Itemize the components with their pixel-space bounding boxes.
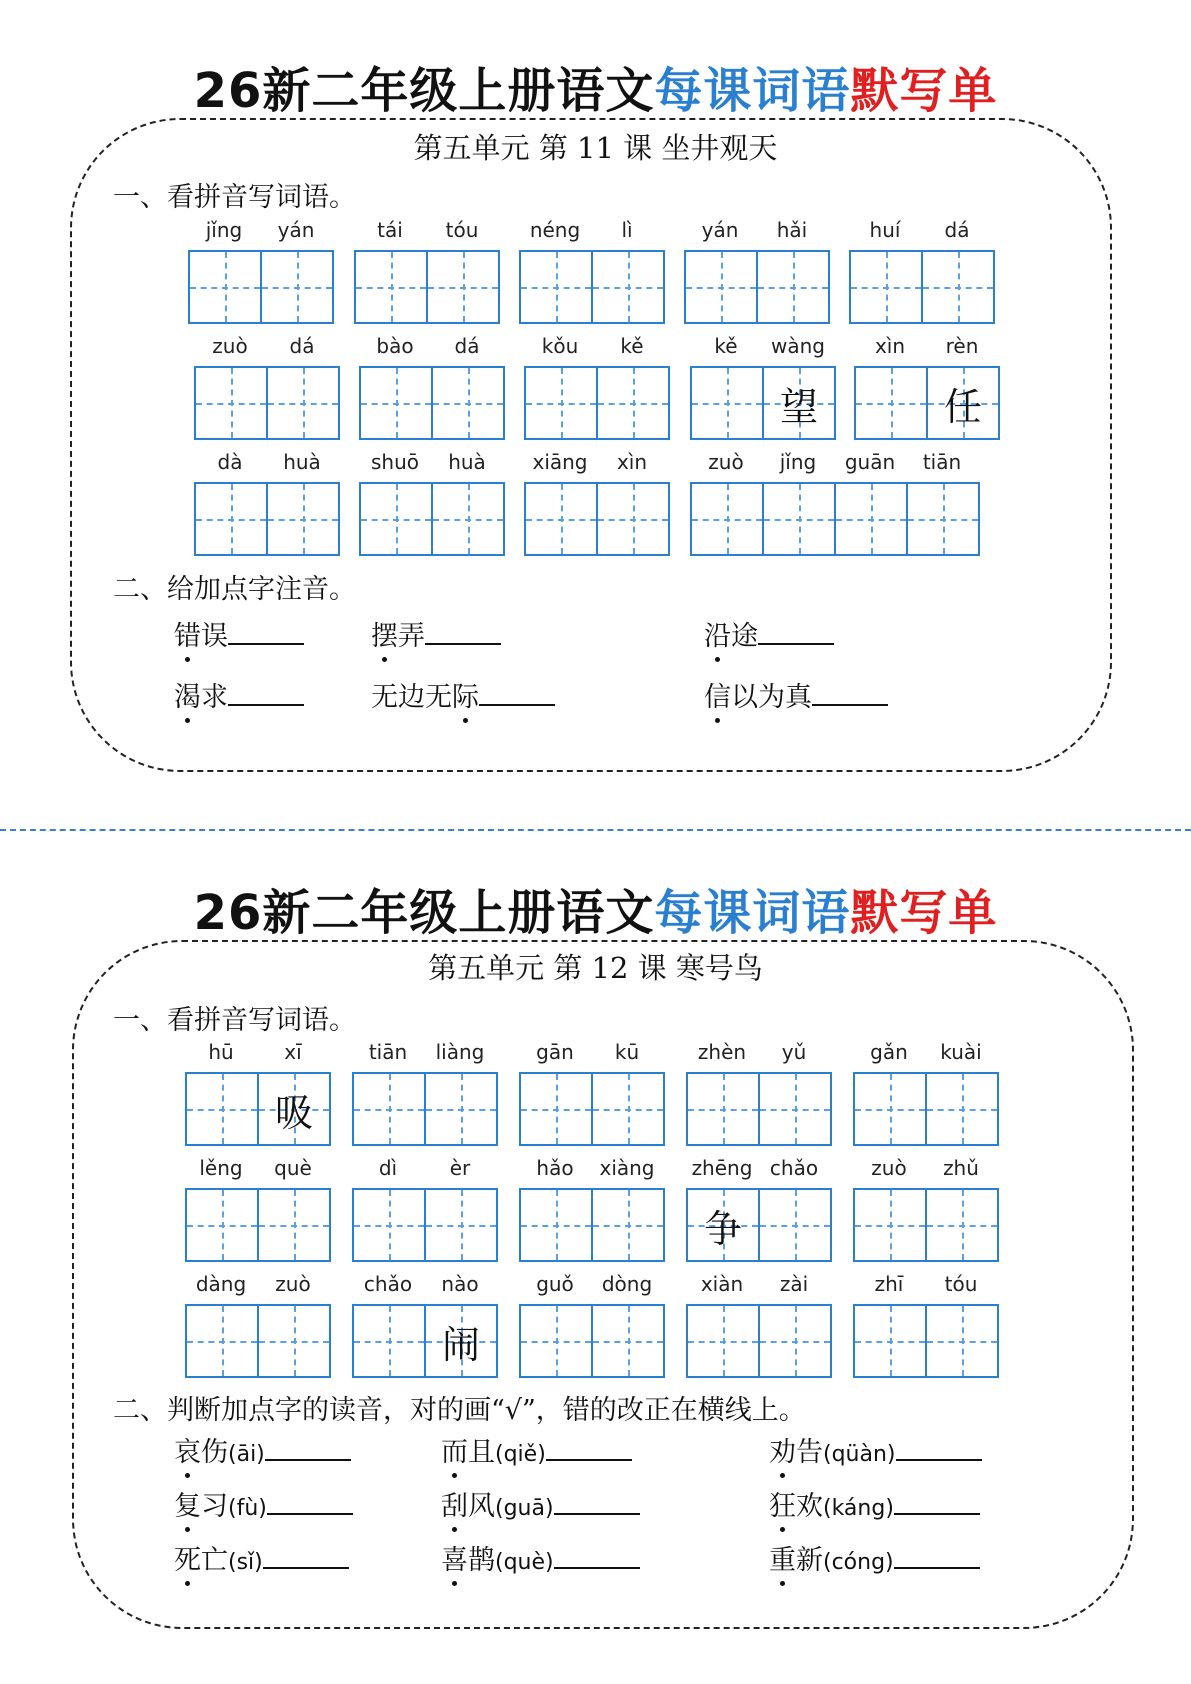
dotted-char: 重: [769, 1538, 796, 1577]
pinyin-reading: (què): [495, 1550, 554, 1575]
tianzige-boxes: [519, 1072, 665, 1146]
write-cell[interactable]: [196, 484, 266, 554]
write-cell[interactable]: [596, 368, 668, 438]
answer-blank[interactable]: [228, 643, 304, 645]
word-box-group: [849, 218, 995, 324]
worksheet-lesson-11: [0, 0, 1191, 830]
pinyin-syllable: kǒu: [541, 334, 579, 358]
pinyin-row: [686, 1040, 832, 1064]
write-cell[interactable]: [591, 1190, 663, 1260]
tianzige-boxes: [854, 366, 1000, 440]
annotate-item: 无边无际: [371, 675, 555, 714]
tianzige-boxes: [352, 1304, 498, 1378]
pinyin-syllable: xìn: [874, 334, 906, 358]
dashed-frame: [70, 118, 1112, 772]
given-character: 吸: [274, 1090, 313, 1135]
pinyin-row: [519, 1040, 665, 1064]
title-red: 默写单: [850, 63, 998, 119]
write-cell[interactable]: [521, 1306, 591, 1376]
tianzige-boxes: [359, 482, 505, 556]
given-character: 争: [703, 1206, 742, 1251]
pinyin-syllable: dà: [217, 450, 243, 474]
pinyin-syllable: rèn: [945, 334, 979, 358]
pinyin-row: [194, 334, 340, 358]
pinyin-row: [519, 1272, 665, 1296]
pinyin-syllable: shuō: [370, 450, 419, 474]
tianzige-boxes: [524, 482, 670, 556]
annotate-item: 摆弄: [371, 614, 501, 653]
write-cell[interactable]: [921, 252, 993, 322]
pinyin-syllable: huí: [869, 218, 901, 242]
pinyin-syllable: huà: [448, 450, 486, 474]
pinyin-row: [690, 450, 980, 474]
tianzige-boxes: [686, 1072, 832, 1146]
answer-blank[interactable]: [425, 643, 501, 645]
pinyin-row: [194, 450, 340, 474]
tianzige-boxes: [352, 1072, 498, 1146]
pinyin-row: [352, 1156, 498, 1180]
write-cell[interactable]: [851, 252, 921, 322]
pinyin-syllable: huà: [283, 450, 321, 474]
dotted-char: 复: [174, 1484, 201, 1523]
tianzige-boxes: [849, 250, 995, 324]
pinyin-syllable: tóu: [445, 218, 479, 242]
write-cell[interactable]: [196, 368, 266, 438]
pinyin-syllable: zài: [779, 1272, 809, 1296]
write-cell[interactable]: [758, 1074, 830, 1144]
pinyin-row: [359, 450, 505, 474]
annotate-item: 错误: [174, 614, 304, 653]
pinyin-syllable: yǔ: [781, 1040, 807, 1064]
pinyin-row: [188, 218, 334, 242]
pinyin-syllable: liàng: [435, 1040, 485, 1064]
pinyin-reading: (qiě): [495, 1442, 546, 1467]
tianzige-boxes: [853, 1304, 999, 1378]
write-cell[interactable]: [356, 252, 426, 322]
pinyin-syllable: dàng: [195, 1272, 247, 1296]
word-box-group: [853, 1040, 999, 1146]
word-box-group: [524, 450, 670, 556]
pinyin-row: [686, 1156, 832, 1180]
pinyin-syllable: kū: [614, 1040, 640, 1064]
write-cell[interactable]: [856, 368, 926, 438]
answer-blank[interactable]: [267, 1513, 353, 1515]
word-box-group: [185, 1156, 331, 1262]
judge-item: 狂欢(káng): [769, 1484, 980, 1523]
write-cell[interactable]: [686, 252, 756, 322]
pinyin-row: [524, 334, 670, 358]
given-character: 望: [779, 384, 818, 429]
write-cell[interactable]: [361, 484, 431, 554]
pinyin-syllable: kuài: [940, 1040, 982, 1064]
answer-blank[interactable]: [479, 704, 555, 706]
pinyin-syllable: què: [274, 1156, 312, 1180]
pinyin-syllable: yán: [701, 218, 739, 242]
dotted-char: 沿: [704, 614, 731, 653]
write-cell[interactable]: [855, 1074, 925, 1144]
word-box-group: [352, 1040, 498, 1146]
word-box-group: [188, 218, 334, 324]
write-cell[interactable]: [354, 1306, 424, 1376]
pinyin-syllable: lì: [621, 218, 633, 242]
dotted-char: 际: [452, 675, 479, 714]
pinyin-syllable: dá: [944, 218, 970, 242]
write-cell[interactable]: [187, 1306, 257, 1376]
write-cell[interactable]: [692, 368, 762, 438]
write-cell[interactable]: [834, 484, 906, 554]
pinyin-row: [354, 218, 500, 242]
pinyin-syllable: xiàn: [700, 1272, 744, 1296]
tianzige-boxes: [690, 366, 836, 440]
section-1-heading: 一、看拼音写词语。: [113, 182, 356, 213]
answer-blank[interactable]: [265, 1459, 351, 1461]
word-box-group: [352, 1272, 498, 1378]
write-cell[interactable]: [688, 1074, 758, 1144]
pinyin-syllable: xiāng: [532, 450, 588, 474]
pinyin-reading: (káng): [823, 1496, 894, 1521]
word-box-group: [690, 334, 836, 440]
write-cell[interactable]: [190, 252, 260, 322]
write-cell[interactable]: [591, 1306, 663, 1376]
pinyin-syllable: tái: [377, 218, 403, 242]
word-box-group: [519, 1156, 665, 1262]
answer-blank[interactable]: [894, 1513, 980, 1515]
pinyin-row: [185, 1156, 331, 1180]
pinyin-row: [352, 1040, 498, 1064]
answer-blank[interactable]: [554, 1513, 640, 1515]
judge-item: 死亡(sǐ): [174, 1538, 349, 1577]
pinyin-row: [352, 1272, 498, 1296]
pinyin-syllable: wàng: [771, 334, 825, 358]
write-cell[interactable]: [521, 252, 591, 322]
pinyin-syllable: zhèn: [697, 1040, 747, 1064]
answer-blank[interactable]: [758, 643, 834, 645]
pinyin-syllable: hǎi: [776, 218, 808, 242]
write-cell[interactable]: [756, 252, 828, 322]
section-2-heading: 二、给加点字注音。: [113, 574, 356, 605]
pinyin-syllable: xiàng: [599, 1156, 655, 1180]
pinyin-syllable: bào: [376, 334, 414, 358]
tianzige-boxes: [352, 1188, 498, 1262]
title-black: 26新二年级上册语文: [193, 63, 655, 119]
annotate-item: 信以为真: [704, 675, 888, 714]
tianzige-boxes: [519, 250, 665, 324]
write-cell[interactable]: [187, 1074, 257, 1144]
page-title: [0, 874, 1191, 943]
pinyin-row: [853, 1040, 999, 1064]
annotate-item: 渴求: [174, 675, 304, 714]
pinyin-reading: (āi): [228, 1442, 265, 1467]
word-box-group: [352, 1156, 498, 1262]
pinyin-syllable: chǎo: [769, 1156, 819, 1180]
section-1-heading: 一、看拼音写词语。: [113, 1005, 356, 1036]
write-cell[interactable]: [758, 1306, 830, 1376]
write-cell[interactable]: [526, 484, 596, 554]
word-box-group: [185, 1040, 331, 1146]
answer-blank[interactable]: [228, 704, 304, 706]
dotted-char: 狂: [769, 1484, 796, 1523]
word-box-group: [194, 450, 340, 556]
dotted-char: 渴: [174, 675, 201, 714]
pinyin-syllable: èr: [449, 1156, 471, 1180]
dotted-char: 而: [441, 1430, 468, 1469]
pinyin-syllable: tiān: [368, 1040, 408, 1064]
tianzige-boxes: [185, 1304, 331, 1378]
dotted-char: 劝: [769, 1430, 796, 1469]
pinyin-syllable: zuò: [871, 1156, 907, 1180]
tianzige-boxes: [359, 366, 505, 440]
pinyin-syllable: guǒ: [536, 1272, 574, 1296]
write-cell[interactable]: [925, 1190, 997, 1260]
word-box-group: [684, 218, 830, 324]
tianzige-boxes: [185, 1072, 331, 1146]
pinyin-syllable: gǎn: [870, 1040, 908, 1064]
judge-item: 复习(fù): [174, 1484, 353, 1523]
pinyin-syllable: yán: [277, 218, 315, 242]
word-box-group: [519, 1272, 665, 1378]
tianzige-boxes: [194, 366, 340, 440]
given-character: 任: [943, 384, 982, 429]
write-cell[interactable]: [925, 1074, 997, 1144]
write-cell[interactable]: [266, 484, 338, 554]
write-cell[interactable]: [354, 1190, 424, 1260]
word-box-group: [359, 334, 505, 440]
pinyin-row: [854, 334, 1000, 358]
pinyin-syllable: jǐng: [205, 218, 243, 242]
tianzige-boxes: [354, 250, 500, 324]
pinyin-syllable: tiān: [922, 450, 962, 474]
judge-item: 而且(qiě): [441, 1430, 632, 1469]
write-cell[interactable]: [762, 484, 834, 554]
pinyin-syllable: guān: [844, 450, 896, 474]
write-cell[interactable]: [596, 484, 668, 554]
write-cell[interactable]: [354, 1074, 424, 1144]
judge-item: 刮风(guā): [441, 1484, 640, 1523]
word-box-group: [524, 334, 670, 440]
pinyin-syllable: zhǔ: [943, 1156, 979, 1180]
write-cell[interactable]: [426, 252, 498, 322]
pinyin-row: [690, 334, 836, 358]
word-box-group: [853, 1272, 999, 1378]
pinyin-row: [519, 218, 665, 242]
pinyin-syllable: hū: [208, 1040, 234, 1064]
write-cell[interactable]: [925, 1306, 997, 1376]
tianzige-boxes: [690, 482, 980, 556]
word-box-group: [853, 1156, 999, 1262]
write-cell[interactable]: [424, 1190, 496, 1260]
word-box-group: [686, 1272, 832, 1378]
answer-blank[interactable]: [896, 1459, 982, 1461]
pinyin-syllable: nào: [441, 1272, 479, 1296]
title-black: 26新二年级上册语文: [193, 885, 655, 941]
write-cell[interactable]: [526, 368, 596, 438]
pinyin-reading: (qüàn): [823, 1442, 896, 1467]
pinyin-syllable: dá: [289, 334, 315, 358]
worksheet-lesson-12: [0, 830, 1191, 1684]
pinyin-row: [686, 1272, 832, 1296]
word-box-group: [354, 218, 500, 324]
dotted-char: 摆: [371, 614, 398, 653]
pinyin-row: [853, 1272, 999, 1296]
answer-blank[interactable]: [263, 1567, 349, 1569]
answer-blank[interactable]: [894, 1567, 980, 1569]
write-cell[interactable]: [521, 1074, 591, 1144]
pinyin-reading: (guā): [495, 1496, 554, 1521]
write-cell[interactable]: [591, 252, 663, 322]
pinyin-syllable: dòng: [601, 1272, 653, 1296]
write-cell[interactable]: [688, 1190, 758, 1260]
annotate-item: 沿途: [704, 614, 834, 653]
write-cell[interactable]: [521, 1190, 591, 1260]
pinyin-syllable: zuò: [708, 450, 744, 474]
write-cell[interactable]: [855, 1190, 925, 1260]
answer-blank[interactable]: [546, 1459, 632, 1461]
pinyin-syllable: lěng: [199, 1156, 243, 1180]
pinyin-syllable: kě: [714, 334, 738, 358]
tianzige-boxes: [853, 1072, 999, 1146]
write-cell[interactable]: [926, 368, 998, 438]
pinyin-row: [849, 218, 995, 242]
pinyin-syllable: dá: [454, 334, 480, 358]
pinyin-syllable: zuò: [275, 1272, 311, 1296]
dotted-char: 错: [174, 614, 201, 653]
write-cell[interactable]: [855, 1306, 925, 1376]
section-2-heading: 二、判断加点字的读音，对的画“√”，错的改正在横线上。: [113, 1395, 806, 1426]
pinyin-syllable: hǎo: [536, 1156, 574, 1180]
word-box-group: [854, 334, 1000, 440]
dotted-char: 喜: [441, 1538, 468, 1577]
tianzige-boxes: [686, 1304, 832, 1378]
tianzige-boxes: [185, 1188, 331, 1262]
write-cell[interactable]: [424, 1074, 496, 1144]
write-cell[interactable]: [758, 1190, 830, 1260]
tianzige-boxes: [519, 1188, 665, 1262]
pinyin-syllable: chǎo: [363, 1272, 413, 1296]
word-box-group: [185, 1272, 331, 1378]
title-red: 默写单: [850, 885, 998, 941]
given-character: 闹: [441, 1322, 480, 1367]
dotted-char: 信: [704, 675, 731, 714]
pinyin-row: [185, 1040, 331, 1064]
write-cell[interactable]: [266, 368, 338, 438]
word-box-group: [686, 1040, 832, 1146]
pinyin-syllable: kě: [620, 334, 644, 358]
tianzige-boxes: [686, 1188, 832, 1262]
pinyin-syllable: gān: [536, 1040, 574, 1064]
tianzige-boxes: [524, 366, 670, 440]
pinyin-syllable: xìn: [616, 450, 648, 474]
answer-blank[interactable]: [554, 1567, 640, 1569]
word-box-group: [519, 218, 665, 324]
write-cell[interactable]: [361, 368, 431, 438]
judge-item: 重新(cóng): [769, 1538, 980, 1577]
tianzige-boxes: [194, 482, 340, 556]
word-box-group: [359, 450, 505, 556]
pinyin-syllable: néng: [529, 218, 581, 242]
tianzige-boxes: [188, 250, 334, 324]
tianzige-boxes: [519, 1304, 665, 1378]
judge-item: 哀伤(āi): [174, 1430, 351, 1469]
pinyin-row: [519, 1156, 665, 1180]
pinyin-syllable: zhī: [874, 1272, 904, 1296]
write-cell[interactable]: [187, 1190, 257, 1260]
pinyin-syllable: xī: [284, 1040, 302, 1064]
write-cell[interactable]: [424, 1306, 496, 1376]
pinyin-row: [359, 334, 505, 358]
judge-item: 喜鹊(què): [441, 1538, 640, 1577]
pinyin-syllable: dì: [378, 1156, 398, 1180]
write-cell[interactable]: [688, 1306, 758, 1376]
write-cell[interactable]: [260, 252, 332, 322]
answer-blank[interactable]: [812, 704, 888, 706]
pinyin-row: [684, 218, 830, 242]
write-cell[interactable]: [591, 1074, 663, 1144]
write-cell[interactable]: [257, 1190, 329, 1260]
word-box-group: [690, 450, 980, 556]
pinyin-reading: (sǐ): [228, 1550, 263, 1575]
pinyin-row: [853, 1156, 999, 1180]
title-blue: 每课词语: [654, 63, 851, 119]
write-cell[interactable]: [431, 368, 503, 438]
pinyin-syllable: jǐng: [779, 450, 817, 474]
tianzige-boxes: [853, 1188, 999, 1262]
word-box-group: [686, 1156, 832, 1262]
pinyin-syllable: zhēng: [691, 1156, 753, 1180]
write-cell[interactable]: [762, 368, 834, 438]
pinyin-reading: (cóng): [823, 1550, 894, 1575]
dotted-char: 哀: [174, 1430, 201, 1469]
judge-item: 劝告(qüàn): [769, 1430, 982, 1469]
tianzige-boxes: [684, 250, 830, 324]
title-blue: 每课词语: [654, 885, 851, 941]
dotted-char: 死: [174, 1538, 201, 1577]
write-cell[interactable]: [257, 1074, 329, 1144]
dotted-char: 刮: [441, 1484, 468, 1523]
page-title: [0, 52, 1191, 121]
pinyin-row: [185, 1272, 331, 1296]
write-cell[interactable]: [257, 1306, 329, 1376]
pinyin-row: [524, 450, 670, 474]
lesson-heading: 第五单元 第 11 课 坐井观天: [413, 131, 778, 165]
word-box-group: [519, 1040, 665, 1146]
write-cell[interactable]: [692, 484, 762, 554]
write-cell[interactable]: [431, 484, 503, 554]
write-cell[interactable]: [906, 484, 978, 554]
pinyin-syllable: zuò: [212, 334, 248, 358]
pinyin-reading: (fù): [228, 1496, 267, 1521]
pinyin-syllable: tóu: [944, 1272, 978, 1296]
word-box-group: [194, 334, 340, 440]
lesson-heading: 第五单元 第 12 课 寒号鸟: [428, 951, 763, 985]
